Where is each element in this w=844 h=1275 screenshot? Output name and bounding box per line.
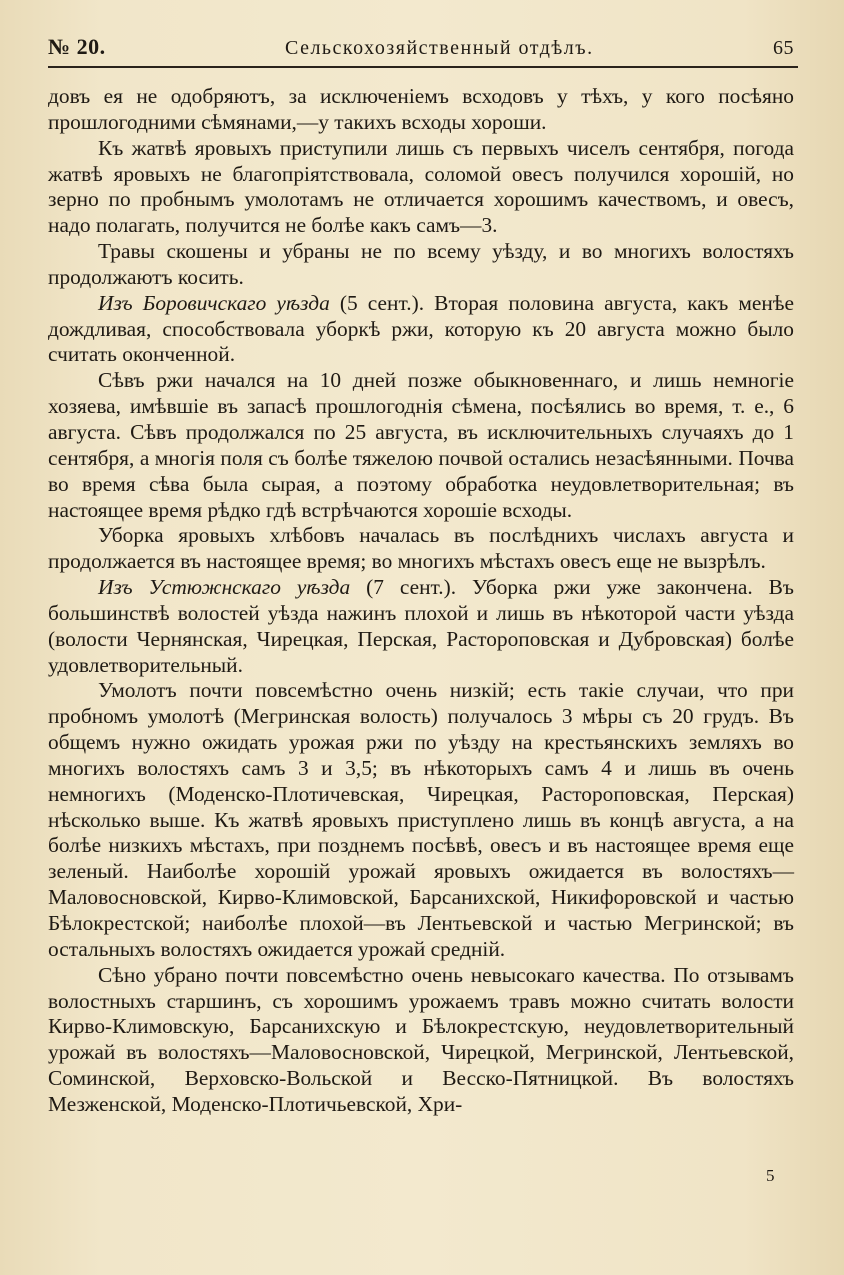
paragraph: Къ жатвѣ яровыхъ приступили лишь съ первыхъ чиселъ сентября, погода жатвѣ яровыхъ не благопріятствовала, соломой овесъ получился хорошій, но зерно по пробнымъ умолотамъ не отличается хорошимъ качествомъ, и овесъ, надо полагать, получится не болѣе какъ самъ—3. bbox=[48, 135, 794, 238]
report-date: (7 сент.). bbox=[366, 575, 457, 600]
header-rule bbox=[48, 66, 798, 68]
section-title: Сельскохозяйственный отдѣлъ. bbox=[284, 37, 594, 59]
paragraph: Изъ Боровичскаго уѣзда (5 сент.). Вторая половина августа, какъ менѣе дождливая, способствовала уборкѣ ржи, которую къ 20 августа можно было считать оконченной. bbox=[48, 290, 794, 367]
report-source: Изъ Боровичскаго уѣзда bbox=[98, 290, 330, 315]
paragraph: Умолотъ почти повсемѣстно очень низкій; есть такіе случаи, что при пробномъ умолотѣ (Мегринская волость) получалось 3 мѣры съ 20 грудъ. Въ общемъ нужно ожидать урожая ржи по уѣзду на крестьянскихъ земляхъ во многихъ волостяхъ самъ 3 и 3,5; въ нѣкоторыхъ самъ 4 и лишь въ очень немногихъ (Моденско-Плотичевская, Чирецкая, Растороповская, Перская) нѣсколько выше. Къ жатвѣ яровыхъ приступлено лишь въ концѣ августа, а на болѣе низкихъ мѣстахъ, при позднемъ посѣвѣ, овесъ и въ настоящее время еще зеленый. Наиболѣе хорошій урожай яровыхъ ожидается въ волостяхъ—Маловосновской, Кирво-Климовской, Барсанихской, Никифоровской и частью Бѣлокрестской; наиболѣе плохой—въ Лентьевской и частью Мегринской; въ остальныхъ волостяхъ ожидается урожай средній. bbox=[48, 678, 794, 961]
signature-mark: 5 bbox=[766, 1166, 775, 1185]
page-number: 65 bbox=[772, 37, 794, 59]
paragraph: Уборка яровыхъ хлѣбовъ началась въ послѣднихъ числахъ августа и продолжается въ настоящее время; во многихъ мѣстахъ овесъ еще не вызрѣлъ. bbox=[48, 523, 794, 574]
article-body bbox=[48, 84, 794, 1118]
paragraph: Изъ Устюжнскаго уѣзда (7 сент.). Уборка ржи уже закончена. Въ большинствѣ волостей уѣзда нажинъ плохой и лишь въ нѣкоторой части уѣзда (волости Чернянская, Чирецкая, Перская, Растороповская и Дубровская) болѣе удовлетворительный. bbox=[48, 575, 794, 677]
paragraph: Сѣвъ ржи начался на 10 дней позже обыкновеннаго, и лишь немногіе хозяева, имѣвшіе въ запасѣ прошлогоднія сѣмена, посѣялись во время, т. е., 6 августа. Сѣвъ продолжался по 25 августа, въ исключительныхъ случаяхъ до 1 сентября, а многія поля съ болѣе тяжелою почвой остались незасѣянными. Почва во время сѣва была сырая, а поэтому обработка неудовлетворительная; въ настоящее время рѣдко гдѣ встрѣчаются хорошіе всходы. bbox=[48, 368, 794, 522]
issue-number: № 20. bbox=[48, 34, 106, 59]
report-source: Изъ Устюжнскаго уѣзда bbox=[98, 575, 351, 600]
report-date: (5 сент.). bbox=[339, 290, 425, 315]
paragraph: Травы скошены и убраны не по всему уѣзду, и во многихъ волостяхъ продолжаютъ косить. bbox=[48, 239, 794, 289]
paragraph: Сѣно убрано почти повсемѣстно очень невысокаго качества. По отзывамъ волостныхъ старшинъ, съ хорошимъ урожаемъ травъ можно считать волости Кирво-Климовскую, Барсанихскую и Бѣлокрестскую, неудовлетворительный урожай въ волостяхъ—Маловосновской, Чирецкой, Мегринской, Лентьевской, Соминской, Верховско-Вольской и Весско-Пятницкой. Въ волостяхъ Мезженской, Моденско-Плотичьевской, Хри- bbox=[48, 962, 794, 1116]
paragraph: довъ ея не одобряютъ, за исключеніемъ всходовъ у тѣхъ, у кого посѣяно прошлогодними сѣмянами,—у такихъ всходы хороши. bbox=[48, 84, 794, 134]
running-header bbox=[48, 34, 794, 64]
